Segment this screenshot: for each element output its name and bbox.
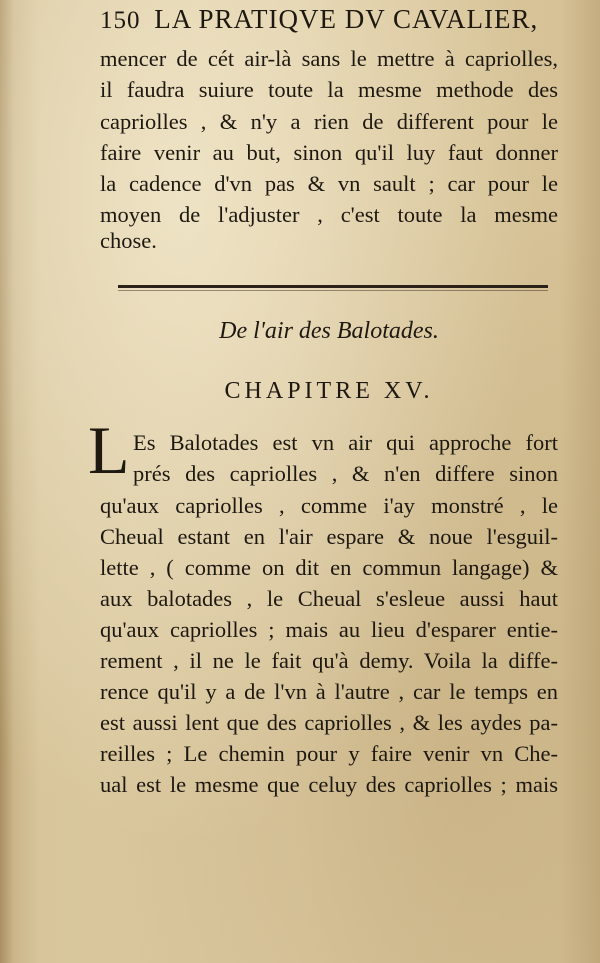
drop-capital: L xyxy=(88,412,130,488)
paragraph-line: prés des capriolles , & n'en differe sinon xyxy=(133,461,558,486)
paragraph-line: est aussi lent que des capriolles , & les aydes pa- xyxy=(100,710,558,735)
paragraph-line: lette , ( comme on dit en commun langage) & xyxy=(100,555,558,580)
text-line: chose. xyxy=(100,228,157,253)
paragraph-line: Es Balotades est vn air qui approche fort xyxy=(133,430,558,455)
section-divider xyxy=(118,285,548,288)
paragraph-line: rence qu'il y a de l'vn à l'autre , car le temps en xyxy=(100,679,558,704)
chapter-heading: CHAPITRE XV. xyxy=(224,378,434,404)
text-line: moyen de l'adjuster , c'est toute la mesme xyxy=(100,202,558,227)
running-title: LA PRATIQVE DV CAVALIER, xyxy=(154,4,539,34)
text-line: faire venir au but, sinon qu'il luy faut donner xyxy=(100,140,558,165)
section-title: De l'air des Balotades. xyxy=(219,318,439,344)
text-line: mencer de cét air-là sans le mettre à capriolles, xyxy=(100,46,558,71)
paragraph-line: Cheual estant en l'air espare & noue l'esguil- xyxy=(100,524,558,549)
text-line: il faudra suiure toute la mesme methode des xyxy=(100,77,558,102)
paragraph-line: rement , il ne le fait qu'à demy. Voila la diffe- xyxy=(100,648,558,673)
paragraph-line: qu'aux capriolles ; mais au lieu d'esparer entie- xyxy=(100,617,558,642)
running-header xyxy=(100,4,570,40)
paragraph-line: reilles ; Le chemin pour y faire venir vn Che- xyxy=(100,741,558,766)
text-line: la cadence d'vn pas & vn sault ; car pour le xyxy=(100,171,558,196)
text-line: capriolles , & n'y a rien de different pour le xyxy=(100,109,558,134)
page-number: 150 xyxy=(100,7,141,34)
paragraph-line: ual est le mesme que celuy des capriolles ; mais xyxy=(100,772,558,797)
paragraph-line: aux balotades , le Cheual s'esleue aussi haut xyxy=(100,586,558,611)
paragraph-line: qu'aux capriolles , comme i'ay monstré , le xyxy=(100,493,558,518)
